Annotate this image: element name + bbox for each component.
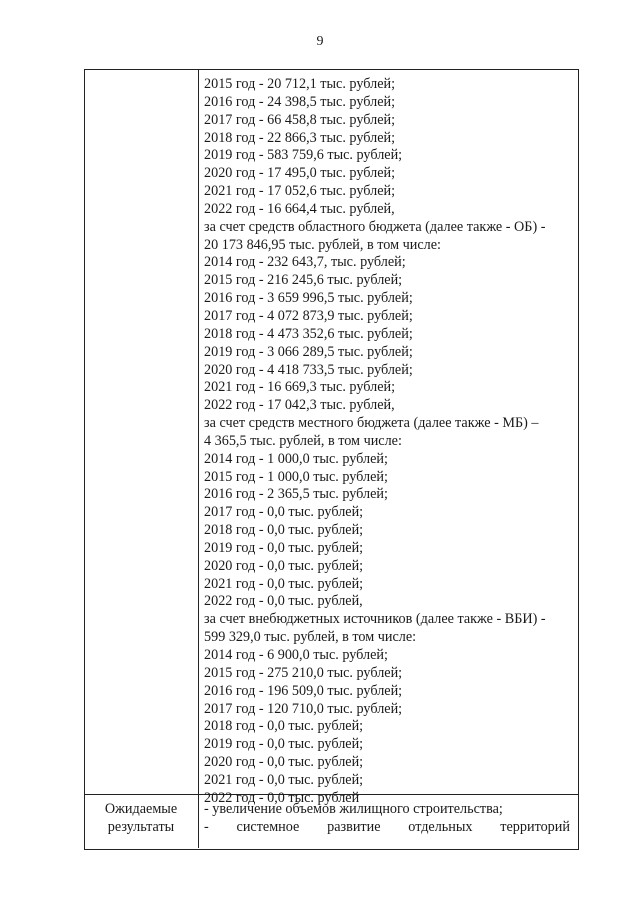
funding-line: за счет средств областного бюджета (далее также - ОБ) - [204,218,546,235]
funding-line: 2021 год - 17 052,6 тыс. рублей; [204,183,396,200]
funding-line: за счет внебюджетных источников (далее также - ВБИ) - [204,611,546,628]
funding-line: 2015 год - 1 000,0 тыс. рублей; [204,468,388,485]
column-divider [198,69,199,848]
funding-line: 2015 год - 216 245,6 тыс. рублей; [204,272,403,289]
funding-line: 2021 год - 0,0 тыс. рублей; [204,575,364,592]
funding-line: 2019 год - 0,0 тыс. рублей; [204,539,364,556]
result-word: системное [236,818,300,835]
expected-results-label [85,801,197,837]
funding-line: 2014 год - 1 000,0 тыс. рублей; [204,450,388,467]
funding-line: 2019 год - 0,0 тыс. рублей; [204,736,364,753]
funding-line: 2021 год - 16 669,3 тыс. рублей; [204,379,396,396]
result-line [204,819,570,837]
funding-line: 2014 год - 232 643,7, тыс. рублей; [204,254,406,271]
funding-line: 2014 год - 6 900,0 тыс. рублей; [204,647,388,663]
funding-line: 2019 год - 3 066 289,5 тыс. рублей; [204,343,413,360]
result-word: территорий [500,818,570,835]
funding-line: 2021 год - 0,0 тыс. рублей; [204,771,364,788]
funding-line: 2022 год - 0,0 тыс. рублей [204,789,360,806]
funding-line: 2018 год - 0,0 тыс. рублей; [204,718,364,735]
expected-results-cell [204,801,570,837]
result-word: развитие [327,818,381,835]
funding-line: 2020 год - 4 418 733,5 тыс. рублей; [204,361,413,378]
funding-line: 2018 год - 4 473 352,6 тыс. рублей; [204,325,413,342]
funding-line: 2017 год - 0,0 тыс. рублей; [204,504,364,521]
funding-line: 2022 год - 0,0 тыс. рублей, [204,593,363,610]
funding-line: 2016 год - 2 365,5 тыс. рублей; [204,486,388,503]
funding-line: 2020 год - 0,0 тыс. рублей; [204,557,364,574]
page-number: 9 [316,34,324,49]
funding-line: 2020 год - 0,0 тыс. рублей; [204,754,364,771]
funding-line: 4 365,5 тыс. рублей, в том числе: [204,432,402,449]
funding-line: 2015 год - 20 712,1 тыс. рублей; [204,76,396,92]
result-word: отдельных [408,818,473,835]
funding-line: 2022 год - 17 042,3 тыс. рублей, [204,397,395,414]
funding-line: 2018 год - 0,0 тыс. рублей; [204,522,364,539]
funding-line: 20 173 846,95 тыс. рублей, в том числе: [204,236,441,253]
funding-line: 599 329,0 тыс. рублей, в том числе: [204,629,417,646]
funding-line: 2016 год - 24 398,5 тыс. рублей; [204,93,396,110]
label-line: результаты [107,818,175,835]
funding-line: за счет средств местного бюджета (далее также - МБ) – [204,415,539,432]
funding-line: 2017 год - 4 072 873,9 тыс. рублей; [204,307,413,324]
funding-line: 2022 год - 16 664,4 тыс. рублей, [204,200,395,217]
funding-line: 2017 год - 66 458,8 тыс. рублей; [204,111,396,128]
funding-line: 2019 год - 583 759,6 тыс. рублей; [204,147,403,164]
funding-line: 2015 год - 275 210,0 тыс. рублей; [204,664,403,681]
funding-line: 2018 год - 22 866,3 тыс. рублей; [204,129,396,146]
funding-line: 2017 год - 120 710,0 тыс. рублей; [204,700,403,717]
result-line: - увеличение объемов жилищного строительства; [204,801,503,817]
funding-cell [204,76,572,808]
funding-line: 2016 год - 3 659 996,5 тыс. рублей; [204,290,413,307]
result-word: - [204,818,209,835]
funding-line: 2020 год - 17 495,0 тыс. рублей; [204,165,396,182]
label-line: Ожидаемые [104,801,178,817]
funding-line: 2016 год - 196 509,0 тыс. рублей; [204,682,403,699]
